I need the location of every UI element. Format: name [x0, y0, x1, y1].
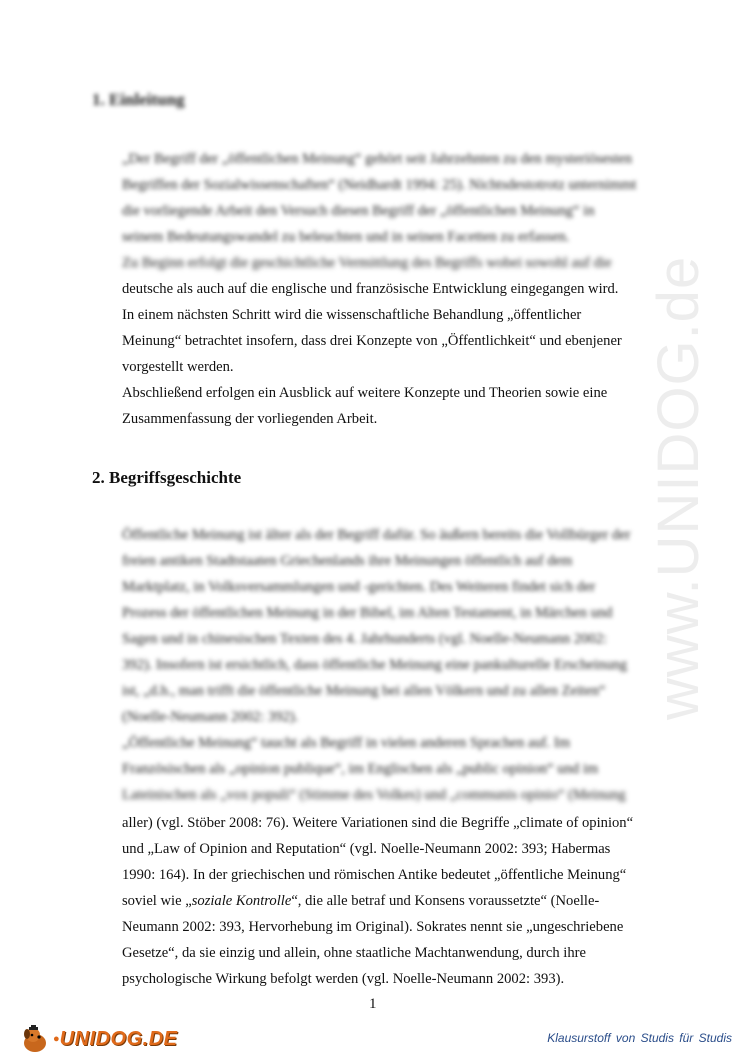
text-line: deutsche als auch auf die englische und französische Entwicklung eingegangen wird.	[122, 281, 619, 297]
text-line: seinem Bedeutungswandel zu beleuchten und in seinen Facetten zu erfassen.	[122, 229, 570, 245]
text-line: Prozess der öffentlichen Meinung in der Bibel, im Alten Testament, in Märchen und	[122, 605, 613, 621]
text-line: freien antiken Stadtstaaten Griechenlands ihre Meinungen öffentlich auf dem	[122, 553, 573, 569]
text-line: Gesetze“, da sie einzig und allein, ohne staatliche Machtanwendung, durch ihre	[122, 945, 586, 961]
section-2-paragraph	[122, 810, 642, 992]
text-line: Zu Beginn erfolgt die geschichtliche Vermittlung des Begriffs wobei sowohl auf die	[122, 255, 612, 271]
text-line: aller) (vgl. Stöber 2008: 76). Weitere Variationen sind die Begriffe „climate of opinion“	[122, 815, 634, 831]
text-line: „Öffentliche Meinung“ taucht als Begriff in vielen anderen Sprachen auf. Im	[122, 735, 571, 751]
text-line: 392). Insofern ist ersichtlich, dass öffentliche Meinung eine pankulturelle Erscheinung	[122, 657, 628, 673]
text-line: psychologische Wirkung befolgt werden (vgl. Noelle-Neumann 2002: 393).	[122, 971, 565, 987]
text-line: Französischen als „opinion publique“, im Englischen als „public opinion“ und im	[122, 761, 599, 777]
section-1-heading: 1. Einleitung	[92, 90, 185, 109]
dog-mascot-icon	[20, 1025, 50, 1053]
text-line: Öffentliche Meinung ist älter als der Begriff dafür. So äußern bereits die Vollbürger der	[122, 527, 631, 543]
text-line	[122, 888, 642, 914]
text-line: (Noelle-Neumann 2002: 392).	[122, 709, 299, 725]
section-1-blurred-paragraph	[122, 146, 642, 276]
text-line: ist, „d.h., man trifft die öffentliche Meinung bei allen Völkern und zu allen Zeiten“	[122, 683, 606, 699]
text-line: „Der Begriff der „öffentlichen Meinung“ gehört seit Jahrzehnten zu den mysteriösesten	[122, 151, 633, 167]
text-line: Meinung“ betrachtet insofern, dass drei Konzepte von „Öffentlichkeit“ und ebenjener	[122, 333, 622, 349]
footer-tagline: Klausurstoff von Studis für Studis	[547, 1031, 732, 1045]
logo-text: UNIDOG.DE	[59, 1027, 178, 1050]
text-line: Marktplatz, in Volksversammlungen und -gerichten. Des Weiteren findet sich der	[122, 579, 596, 595]
text-line: vorgestellt werden.	[122, 359, 234, 375]
text-line: und „Law of Opinion and Reputation“ (vgl. Noelle-Neumann 2002: 393; Habermas	[122, 841, 611, 857]
text-line: In einem nächsten Schritt wird die wissenschaftliche Behandlung „öffentlicher	[122, 307, 582, 323]
italic-term: soziale Kontrolle	[191, 893, 292, 909]
paw-icon: ●	[53, 1033, 60, 1045]
text-line: die vorliegende Arbeit den Versuch diesen Begriff der „öffentlichen Meinung“ in	[122, 203, 595, 219]
text-line: Abschließend erfolgen ein Ausblick auf weitere Konzepte und Theorien sowie eine	[122, 385, 608, 401]
text-line: Begriffen der Sozialwissenschaften“ (Neidhardt 1994: 25). Nichtsdestotrotz unternimmt	[122, 177, 637, 193]
text-line: Neumann 2002: 393, Hervorhebung im Original). Sokrates nennt sie „ungeschriebene	[122, 919, 624, 935]
section-2-blurred-paragraph	[122, 522, 642, 808]
text-span: “, die alle betraf und Konsens voraussetzte“ (Noelle-	[291, 893, 600, 909]
text-span: soviel wie „	[122, 893, 192, 909]
text-line: Sagen und in chinesischen Texten des 4. Jahrhunderts (vgl. Noelle-Neumann 2002:	[122, 631, 608, 647]
unidog-logo[interactable]	[20, 1024, 178, 1054]
page-number: 1	[369, 996, 377, 1012]
section-1-paragraph	[122, 276, 642, 432]
text-line: Zusammenfassung der vorliegenden Arbeit.	[122, 411, 378, 427]
text-line: Lateinischen als „vox populi“ (Stimme des Volkes) und „communis opinio“ (Meinung	[122, 787, 626, 803]
section-2-heading: 2. Begriffsgeschichte	[92, 468, 242, 487]
watermark-text: www.UNIDOG.de	[646, 255, 711, 720]
text-line: 1990: 164). In der griechischen und römischen Antike bedeutet „öffentliche Meinung“	[122, 867, 627, 883]
